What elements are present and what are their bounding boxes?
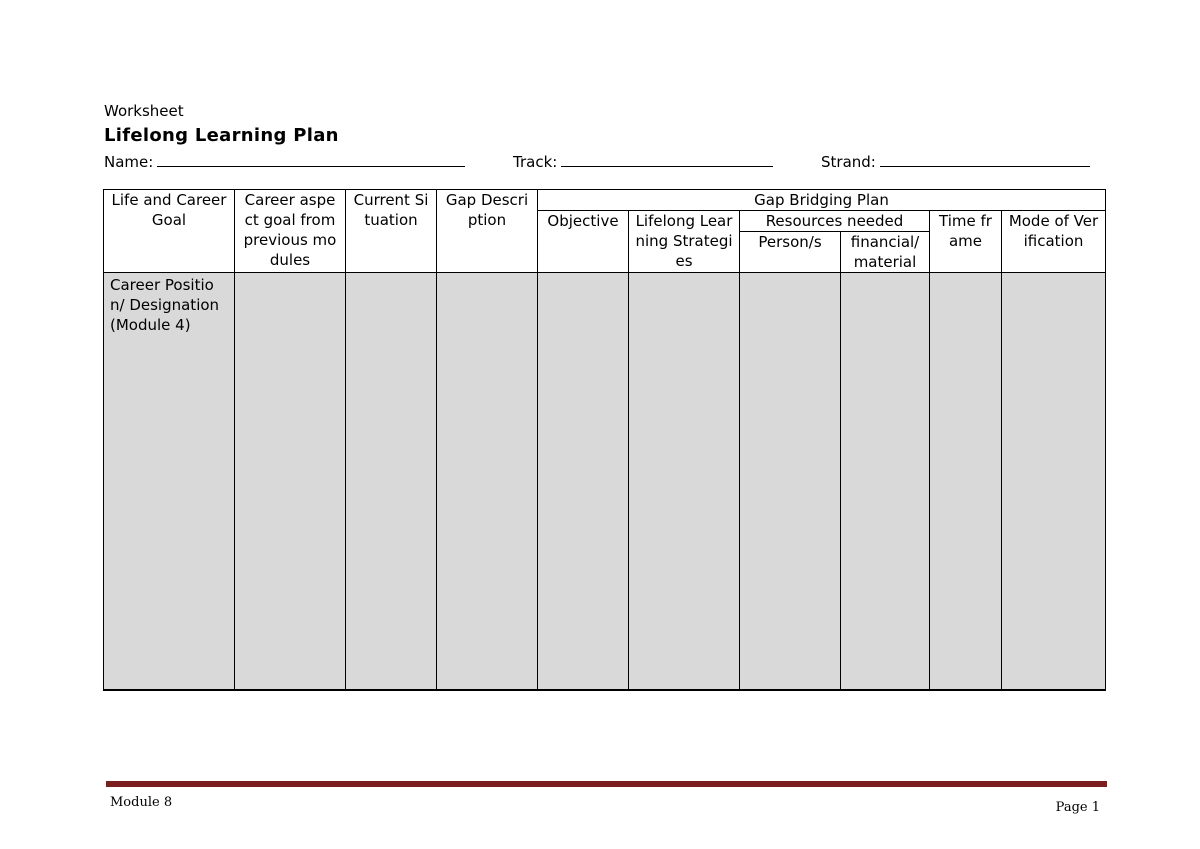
row-label-career-position: Career Position/ Designation (Module 4) [104,273,235,691]
track-blank-line[interactable] [561,152,773,167]
col-header-strategies: Lifelong Learning Strategies [629,211,740,273]
col-header-resources-needed: Resources needed [740,211,930,232]
header-row-1 [104,190,1106,211]
col-header-objective: Objective [538,211,629,273]
strand-blank-line[interactable] [880,152,1090,167]
lifelong-learning-plan-table [103,189,1106,691]
strand-field [821,152,1090,171]
table-row [104,273,1106,691]
col-header-financial: financial/ material [841,232,930,273]
col-header-persons: Person/s [740,232,841,273]
footer-module: Module 8 [110,795,173,810]
cell-financial[interactable] [841,273,930,691]
track-label: Track: [513,153,558,171]
cell-time-frame[interactable] [930,273,1002,691]
strand-label: Strand: [821,153,876,171]
name-label: Name: [104,153,154,171]
col-header-gap-bridging-plan: Gap Bridging Plan [538,190,1106,211]
col-header-current-situation: Current Situation [346,190,437,273]
col-header-mode-of-verification: Mode of Verification [1002,211,1106,273]
cell-current-situation[interactable] [346,273,437,691]
cell-career-aspect[interactable] [235,273,346,691]
col-header-gap-description: Gap Description [437,190,538,273]
page-title: Lifelong Learning Plan [104,125,339,146]
footer-divider [106,781,1107,787]
worksheet-label: Worksheet [104,102,184,120]
col-header-time-frame: Time frame [930,211,1002,273]
col-header-life-career-goal: Life and Career Goal [104,190,235,273]
cell-persons[interactable] [740,273,841,691]
name-blank-line[interactable] [157,152,465,167]
name-field [104,152,465,171]
col-header-career-aspect: Career aspect goal from previous modules [235,190,346,273]
cell-gap-description[interactable] [437,273,538,691]
track-field [513,152,773,171]
cell-strategies[interactable] [629,273,740,691]
cell-mode-of-verification[interactable] [1002,273,1106,691]
footer-page-number: Page 1 [1055,800,1100,815]
cell-objective[interactable] [538,273,629,691]
